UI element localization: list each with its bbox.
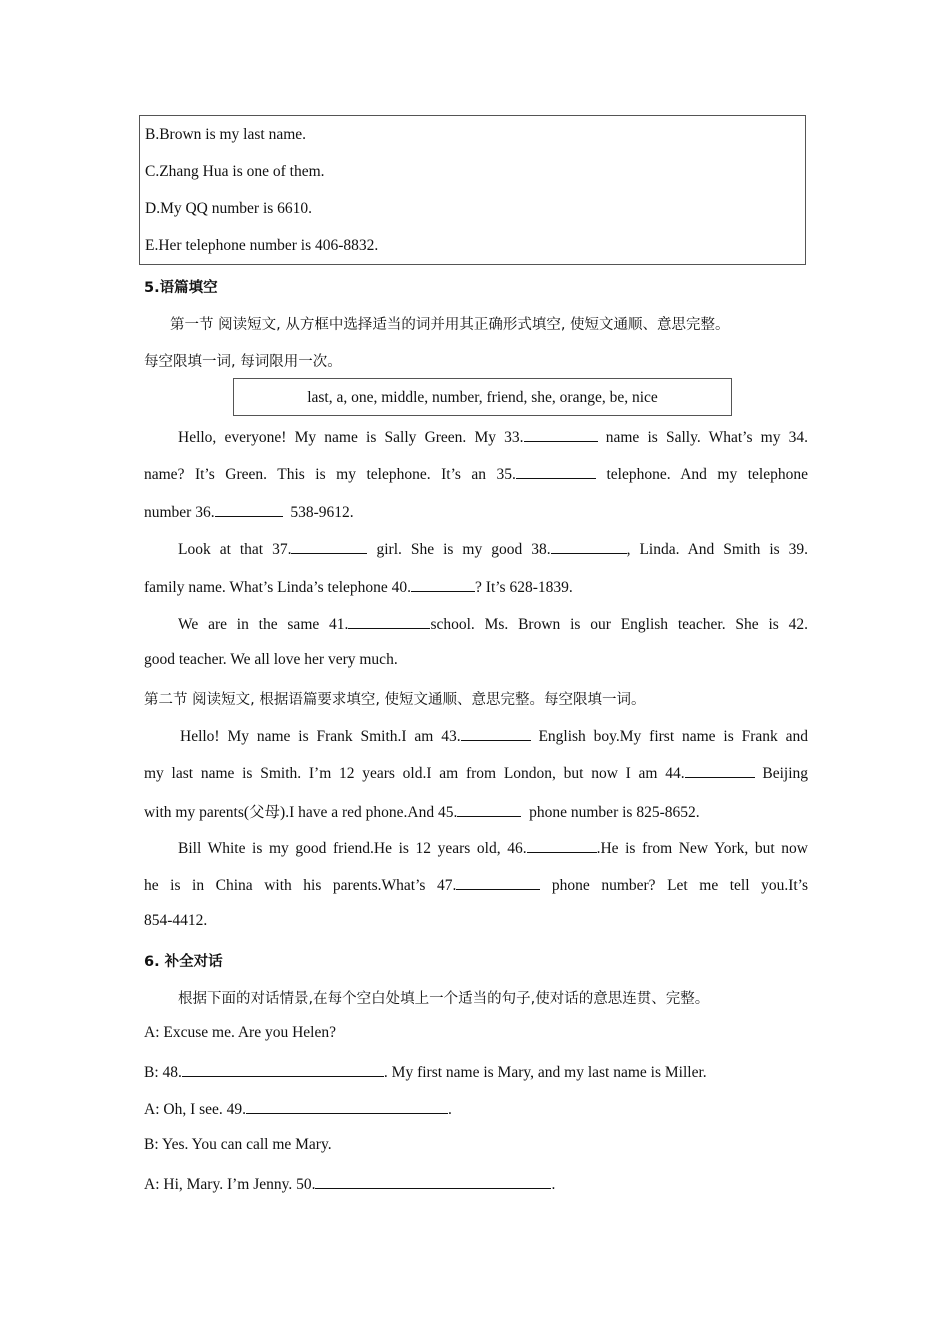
passage5-line1: Bill White is my good friend.He is 12 years old, 46. .He is from New York, but now: [178, 840, 808, 857]
dialogue-line3: A: Oh, I see. 49. .: [144, 1101, 452, 1118]
passage1-line1: Hello, everyone! My name is Sally Green. My 33. name is Sally. What’s my 34.: [178, 429, 809, 446]
blank-46[interactable]: [527, 838, 597, 853]
blank-33[interactable]: [524, 427, 598, 442]
part1-instruction-line1: 第一节 阅读短文, 从方框中选择适当的词并用其正确形式填空, 使短文通顺、意思完整。: [170, 317, 730, 333]
dialogue-line4: B: Yes. You can call me Mary.: [144, 1136, 332, 1153]
part2-instruction: 第二节 阅读短文, 根据语篇要求填空, 使短文通顺、意思完整。每空限填一词。: [144, 692, 646, 708]
passage2-line1: Look at that 37. girl. She is my good 38. , Linda. And Smith is 39.: [178, 541, 809, 558]
blank-49[interactable]: [246, 1099, 448, 1114]
passage5-line2: he is in China with his parents.What’s 47. phone number? Let me tell you.It’s: [144, 877, 809, 894]
blank-38[interactable]: [551, 539, 627, 554]
passage5-line3: 854-4412.: [144, 912, 208, 929]
blank-36[interactable]: [215, 502, 283, 517]
blank-40[interactable]: [411, 577, 475, 592]
options-box: [139, 115, 806, 265]
dialogue-line5: A: Hi, Mary. I’m Jenny. 50. .: [144, 1176, 556, 1193]
word-bank: last, a, one, middle, number, friend, she, orange, be, nice: [233, 378, 732, 416]
option-d: D.My QQ number is 6610.: [145, 200, 313, 217]
passage3-line2: good teacher. We all love her very much.: [144, 651, 398, 668]
section6-instruction: 根据下面的对话情景,在每个空白处填上一个适当的句子,使对话的意思连贯、完整。: [178, 991, 710, 1007]
blank-47[interactable]: [456, 875, 540, 890]
blank-35[interactable]: [516, 464, 596, 479]
blank-41[interactable]: [348, 614, 430, 629]
blank-48[interactable]: [182, 1062, 384, 1077]
blank-50[interactable]: [315, 1174, 551, 1189]
passage1-line2: name? It’s Green. This is my telephone. It’s an 35. telephone. And my telephone: [144, 466, 809, 483]
dialogue-line1: A: Excuse me. Are you Helen?: [144, 1024, 336, 1041]
passage1-line3: number 36. 538-9612.: [144, 504, 354, 521]
section6-heading: 6. 补全对话: [144, 954, 223, 970]
passage2-line2: family name. What’s Linda’s telephone 40. ? It’s 628-1839.: [144, 579, 573, 596]
option-b: B.Brown is my last name.: [145, 126, 307, 143]
blank-43[interactable]: [461, 726, 531, 741]
blank-37[interactable]: [291, 539, 367, 554]
option-c: C.Zhang Hua is one of them.: [145, 163, 325, 180]
part1-instruction-line2: 每空限填一词, 每词限用一次。: [144, 354, 342, 370]
option-e: E.Her telephone number is 406-8832.: [145, 237, 379, 254]
dialogue-line2: B: 48. . My first name is Mary, and my last name is Miller.: [144, 1064, 707, 1081]
passage3-line1: We are in the same 41. school. Ms. Brown is our English teacher. She is 42.: [178, 616, 808, 633]
blank-45[interactable]: [457, 802, 521, 817]
blank-44[interactable]: [685, 763, 755, 778]
passage4-line3: with my parents(父母).I have a red phone.And 45. phone number is 825-8652.: [144, 804, 700, 821]
passage4-line2: my last name is Smith. I’m 12 years old.I am from London, but now I am 44. Beijing: [144, 765, 808, 782]
section5-heading: 5.语篇填空: [144, 280, 218, 296]
passage4-line1: Hello! My name is Frank Smith.I am 43. English boy.My first name is Frank and: [180, 728, 808, 745]
